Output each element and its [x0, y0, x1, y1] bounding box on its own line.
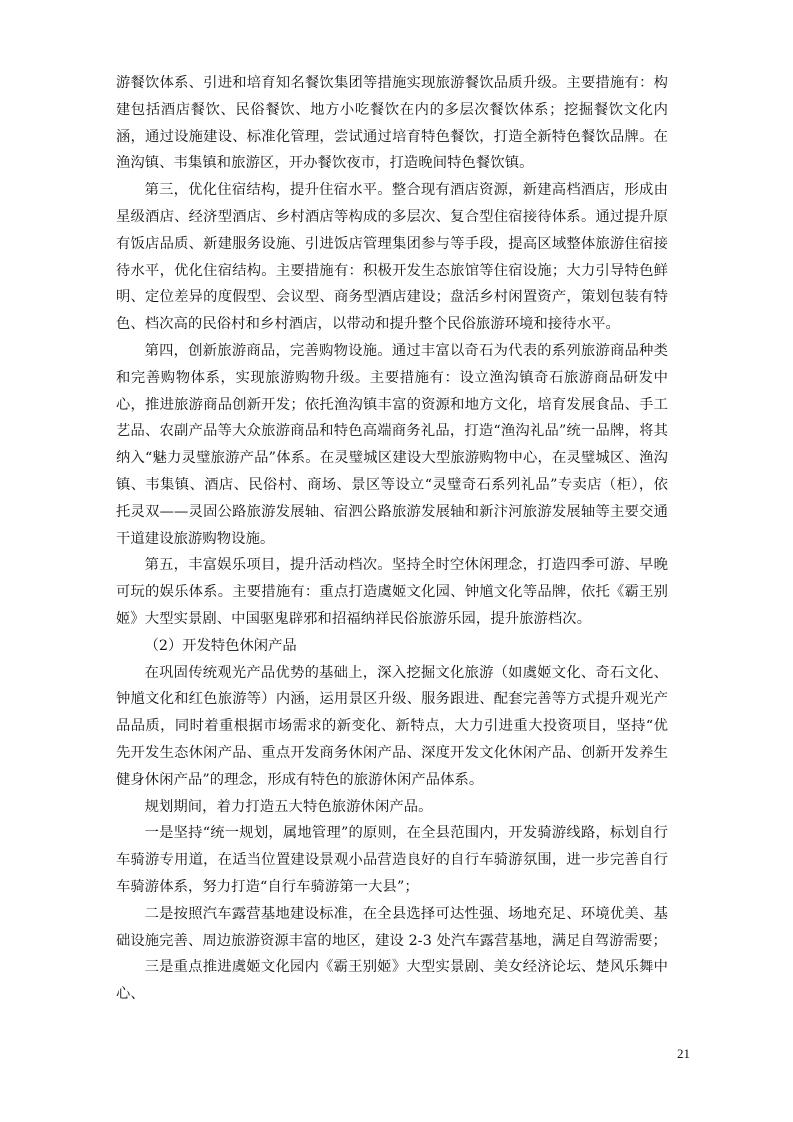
paragraph-entertainment: 第五，丰富娱乐项目，提升活动档次。坚持全时空休闲理念，打造四季可游、早晚可玩的娱乐体系。主要措施有：重点打造虞姬文化园、钟馗文化等品牌，依托《霸王别姬》大型实景剧、中国驱鬼辟邪和招福纳祥民俗旅游乐园，提升旅游档次。	[116, 557, 668, 627]
paragraph-item-three: 三是重点推进虞姬文化园内《霸王别姬》大型实景剧、美女经济论坛、楚风乐舞中心、	[116, 959, 668, 1003]
paragraph-leisure-products: 在巩固传统观光产品优势的基础上，深入挖掘文化旅游（如虞姬文化、奇石文化、钟馗文化和红色旅游等）内涵，运用景区升级、服务跟进、配套完善等方式提升观光产品品质，同时着重根据市场需求的新变化、新特点，大力引进重大投资项目，坚持“优先开发生态休闲产品、重点开发商务休闲产品、深度开发文化休闲产品、创新开发养生健身休闲产品”的理念，形成有特色的旅游休闲产品体系。	[116, 664, 668, 788]
paragraph-planning-period: 规划期间，着力打造五大特色旅游休闲产品。	[144, 798, 433, 815]
body-text	[116, 70, 668, 1008]
paragraph-continued: 游餐饮体系、引进和培育知名餐饮集团等措施实现旅游餐饮品质升级。主要措施有：构建包括酒店餐饮、民俗餐饮、地方小吃餐饮在内的多层次餐饮体系；挖掘餐饮文化内涵，通过设施建设、标准化管理，尝试通过培育特色餐饮，打造全新特色餐饮品牌。在渔沟镇、韦集镇和旅游区，开办餐饮夜市，打造晚间特色餐饮镇。	[116, 75, 668, 172]
page-number: 21	[677, 1046, 690, 1061]
paragraph-shopping: 第四，创新旅游商品，完善购物设施。通过丰富以奇石为代表的系列旅游商品种类和完善购物体系，实现旅游购物升级。主要措施有：设立渔沟镇奇石旅游商品研发中心，推进旅游商品创新开发；依托渔沟镇丰富的资源和地方文化，培育发展食品、手工艺品、农副产品等大众旅游商品和特色高端商务礼品，打造“渔沟礼品”统一品牌，将其纳入“魅力灵璧旅游产品”体系。在灵璧城区建设大型旅游购物中心，在灵璧城区、渔沟镇、韦集镇、酒店、民俗村、商场、景区等设立“灵璧奇石系列礼品”专卖店（柜），依托灵双——灵固公路旅游发展轴、宿泗公路旅游发展轴和新汴河旅游发展轴等主要交通干道建设旅游购物设施。	[116, 342, 668, 547]
paragraph-item-two: 二是按照汽车露营基地建设标准，在全县选择可达性强、场地充足、环境优美、基础设施完善、周边旅游资源丰富的地区，建设 2-3 处汽车露营基地，满足自驾游需要；	[116, 905, 668, 949]
paragraph-item-one: 一是坚持“统一规划，属地管理”的原则，在全县范围内，开发骑游线路，标划自行车骑游专用道，在适当位置建设景观小品营造良好的自行车骑游氛围，进一步完善自行车骑游体系，努力打造“自行车骑游第一大县”；	[116, 825, 668, 895]
paragraph-accommodation: 第三，优化住宿结构，提升住宿水平。整合现有酒店资源，新建高档酒店，形成由星级酒店、经济型酒店、乡村酒店等构成的多层次、复合型住宿接待体系。通过提升原有饭店品质、新建服务设施、引进饭店管理集团参与等手段，提高区域整体旅游住宿接待水平，优化住宿结构。主要措施有：积极开发生态旅馆等住宿设施；大力引导特色鲜明、定位差异的度假型、会议型、商务型酒店建设；盘活乡村闲置资产，策划包装有特色、档次高的民俗村和乡村酒店，以带动和提升整个民俗旅游环境和接待水平。	[116, 182, 668, 333]
section-heading: （2）开发特色休闲产品	[144, 637, 297, 654]
